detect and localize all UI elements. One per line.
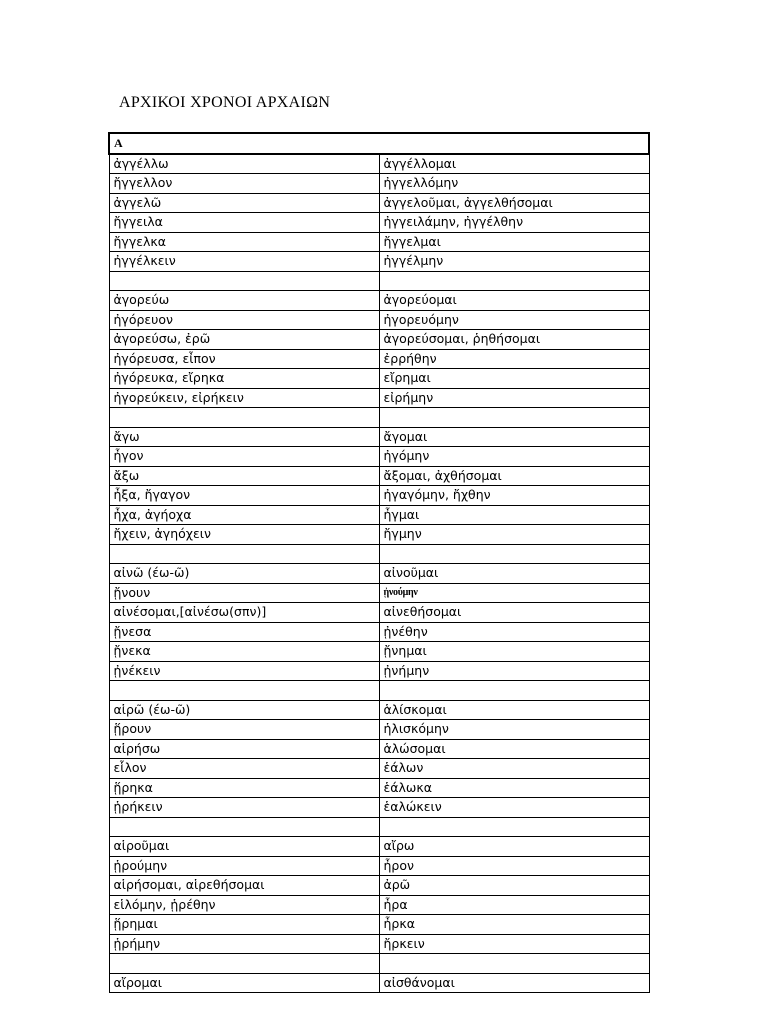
active-form-cell: ᾕρηκα [109,778,379,798]
blank-row [109,681,649,701]
table-row [109,486,649,506]
passive-form-cell: ᾔνημαι [379,642,649,662]
active-form-cell [109,544,379,564]
active-form-cell: ἀγγελῶ [109,193,379,213]
table-row [109,973,649,993]
active-form-cell: ἦγον [109,447,379,467]
table-row [109,505,649,525]
passive-form-cell: ἀγγέλλομαι [379,154,649,174]
active-form-cell: ἄγω [109,427,379,447]
passive-form-cell: ἀγορεύομαι [379,291,649,311]
table-row [109,720,649,740]
passive-form-cell [379,681,649,701]
blank-row [109,271,649,291]
passive-form-cell: ἦγμαι [379,505,649,525]
active-form-cell: ᾑρήκειν [109,798,379,818]
passive-form-cell [379,408,649,428]
table-row [109,700,649,720]
table-row [109,154,649,174]
passive-form-cell: ἠγγειλάμην, ἠγγέλθην [379,213,649,233]
table-row [109,622,649,642]
table-row [109,388,649,408]
passive-form-cell: ᾐνήμην [379,661,649,681]
table-row [109,837,649,857]
passive-form-cell: ἑάλωκα [379,778,649,798]
passive-form-cell: ἠγαγόμην, ἤχθην [379,486,649,506]
table-row [109,759,649,779]
active-form-cell: ἀγγέλλω [109,154,379,174]
table-row [109,349,649,369]
passive-form-cell: ἦρκα [379,915,649,935]
passive-form-cell: ἠγορευόμην [379,310,649,330]
table-row [109,427,649,447]
table-row [109,583,649,603]
active-form-cell: εἱλόμην, ᾑρέθην [109,895,379,915]
passive-form-cell: ᾐνέθην [379,622,649,642]
blank-row [109,954,649,974]
passive-form-cell: αἴρω [379,837,649,857]
passive-form-cell: ἀγγελοῦμαι, ἀγγελθήσομαι [379,193,649,213]
table-row [109,174,649,194]
active-form-cell: ἦξα, ἤγαγον [109,486,379,506]
passive-form-cell [379,544,649,564]
table-row [109,934,649,954]
active-form-cell: ᾐνέκειν [109,661,379,681]
table-row [109,642,649,662]
passive-form-cell: ἤγμην [379,525,649,545]
table-row [109,915,649,935]
passive-form-cell: ἁλίσκομαι [379,700,649,720]
passive-form-cell: αἰνεθήσομαι [379,603,649,623]
verb-tense-table [108,132,650,993]
table-row [109,310,649,330]
passive-form-cell: ἀγορεύσομαι, ῥηθήσομαι [379,330,649,350]
active-form-cell: ᾔνεσα [109,622,379,642]
passive-form-cell: ἀρῶ [379,876,649,896]
table-row [109,213,649,233]
table-row [109,232,649,252]
active-form-cell: ἀγορεύσω, ἐρῶ [109,330,379,350]
passive-form-cell: ἁλώσομαι [379,739,649,759]
passive-form-cell [379,817,649,837]
active-form-cell: αἱρῶ (έω-ῶ) [109,700,379,720]
active-form-cell: ἤγγελκα [109,232,379,252]
passive-form-cell: ἦρα [379,895,649,915]
page-title: ΑΡΧΙΚΟΙ ΧΡΟΝΟΙ ΑΡΧΑΙΩΝ [119,94,331,111]
active-form-cell: ᾑρούμην [109,856,379,876]
active-form-cell: αἰνῶ (έω-ῶ) [109,564,379,584]
passive-form-cell: ἑάλων [379,759,649,779]
table-row [109,193,649,213]
passive-form-cell: εἰρήμην [379,388,649,408]
active-form-cell [109,681,379,701]
active-form-cell: αἱρήσω [109,739,379,759]
table-row [109,661,649,681]
table-row [109,564,649,584]
table-row [109,525,649,545]
table-row [109,798,649,818]
active-form-cell: αἱροῦμαι [109,837,379,857]
passive-form-cell: ἤγγελμαι [379,232,649,252]
active-form-cell: ᾔνεκα [109,642,379,662]
passive-form-cell: εἴρημαι [379,369,649,389]
table-row [109,252,649,272]
table-row [109,466,649,486]
table-row [109,330,649,350]
active-form-cell: αἱρήσομαι, αἱρεθήσομαι [109,876,379,896]
table-row [109,895,649,915]
active-form-cell: ἠγόρευκα, εἴρηκα [109,369,379,389]
active-form-cell: ἤγγελλον [109,174,379,194]
passive-form-cell [379,271,649,291]
active-form-cell: ἀγορεύω [109,291,379,311]
active-form-cell: ἤγγειλα [109,213,379,233]
table-row [109,447,649,467]
active-form-cell: ᾔνουν [109,583,379,603]
active-form-cell: αἴρομαι [109,973,379,993]
active-form-cell: ἄξω [109,466,379,486]
passive-form-cell: ἐρρήθην [379,349,649,369]
table-body [109,133,649,993]
active-form-cell [109,408,379,428]
table-row [109,291,649,311]
blank-row [109,544,649,564]
passive-form-cell: ᾐνούμην [379,583,649,603]
active-form-cell: ἠγόρευον [109,310,379,330]
passive-form-cell: ἑαλώκειν [379,798,649,818]
active-form-cell [109,954,379,974]
passive-form-cell: ἠγόμην [379,447,649,467]
table-row [109,739,649,759]
passive-form-cell: ἡλισκόμην [379,720,649,740]
active-form-cell: ᾕρουν [109,720,379,740]
active-form-cell: εἷλον [109,759,379,779]
table-row [109,603,649,623]
passive-form-cell: ἦρον [379,856,649,876]
active-form-cell: ᾕρημαι [109,915,379,935]
active-form-cell: αἰνέσομαι,[αἰνέσω(σπν)] [109,603,379,623]
passive-form-cell: αἰνοῦμαι [379,564,649,584]
active-form-cell: ἦχα, ἀγήοχα [109,505,379,525]
section-header-row [109,133,649,154]
active-form-cell: ἠγόρευσα, εἶπον [109,349,379,369]
passive-form-cell: ἠγγέλμην [379,252,649,272]
active-form-cell: ᾑρήμην [109,934,379,954]
active-form-cell: ἤχειν, ἀγηόχειν [109,525,379,545]
passive-form-cell: ἤρκειν [379,934,649,954]
active-form-cell: ἠγορεύκειν, εἰρήκειν [109,388,379,408]
table-row [109,856,649,876]
passive-form-cell: ἠγγελλόμην [379,174,649,194]
table-row [109,369,649,389]
table-row [109,876,649,896]
passive-form-cell: ἄγομαι [379,427,649,447]
table-row [109,778,649,798]
blank-row [109,817,649,837]
active-form-cell: ἠγγέλκειν [109,252,379,272]
section-letter: Α [109,133,649,154]
passive-form-cell: ἄξομαι, ἀχθήσομαι [379,466,649,486]
active-form-cell [109,271,379,291]
passive-form-cell: αἰσθάνομαι [379,973,649,993]
active-form-cell [109,817,379,837]
blank-row [109,408,649,428]
passive-form-cell [379,954,649,974]
